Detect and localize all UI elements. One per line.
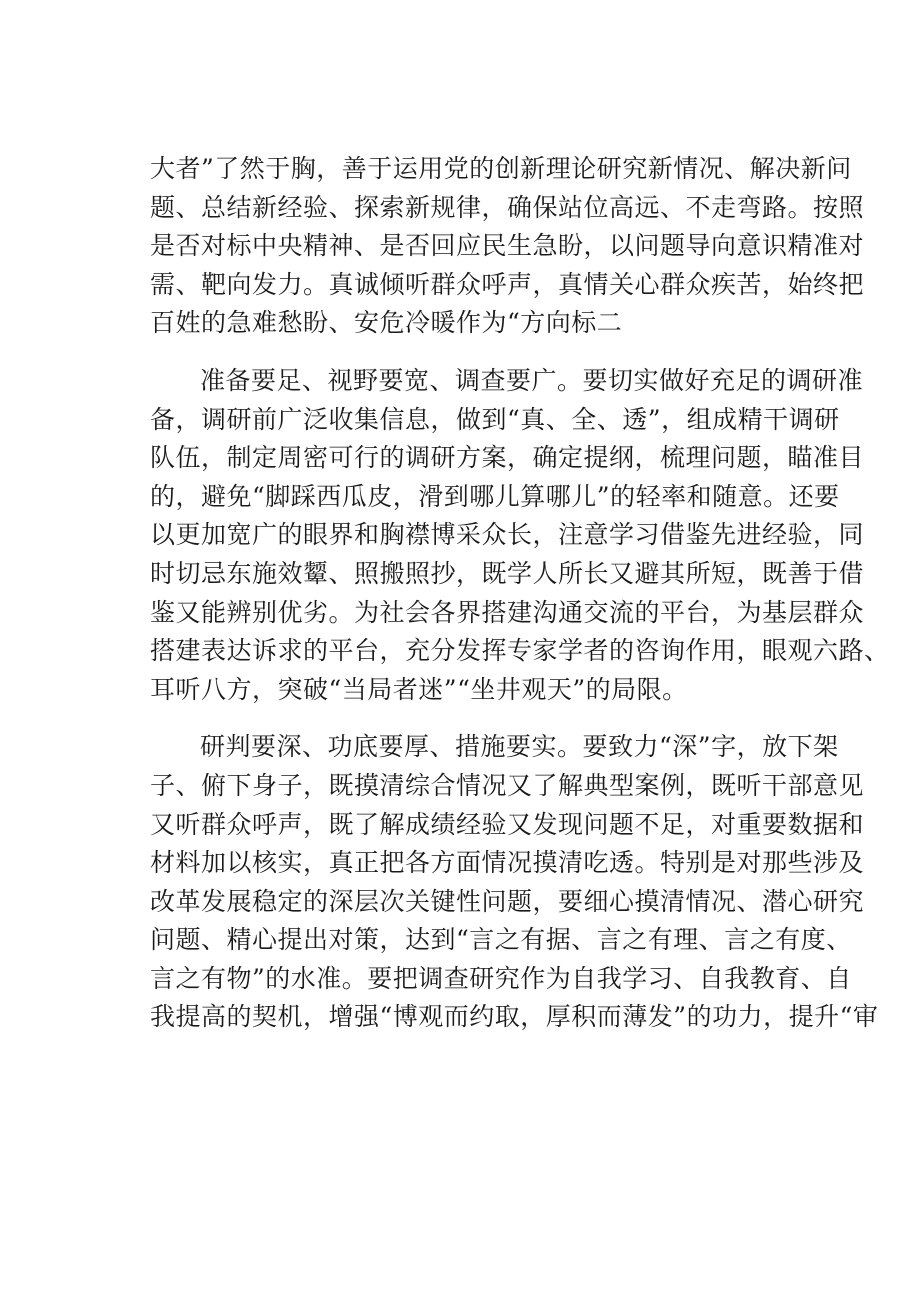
text-line: 百姓的急难愁盼、安危冷暖作为“方向标二 — [150, 308, 623, 338]
text-line: 问题、精心提出对策，达到“言之有据、言之有理、言之有度、 — [150, 925, 852, 955]
text-line: 耳听八方，突破“当局者迷”“坐井观天”的局限。 — [150, 674, 688, 704]
text-line: 以更加宽广的眼界和胸襟博采众长，注意学习借鉴先进经验，同 — [150, 520, 865, 550]
text-line: 搭建表达诉求的平台，充分发挥专家学者的咨询作用，眼观六路、 — [150, 636, 890, 666]
text-line: 材料加以核实，真正把各方面情况摸清吃透。特别是对那些涉及 — [150, 848, 865, 878]
text-line: 我提高的契机，增强“博观而约取，厚积而薄发”的功力，提升“审 — [150, 1002, 879, 1032]
text-line: 子、俯下身子，既摸清综合情况又了解典型案例，既听干部意见 — [150, 770, 865, 800]
text-line: 需、靶向发力。真诚倾听群众呼声，真情关心群众疾苦，始终把 — [150, 269, 865, 299]
text-line: 又听群众呼声，既了解成绩经验又发现问题不足，对重要数据和 — [150, 809, 865, 839]
text-line: 队伍，制定周密可行的调研方案，确定提纲，梳理问题，瞄准目 — [150, 443, 865, 473]
text-line: 题、总结新经验、探索新规律，确保站位高远、不走弯路。按照 — [150, 192, 865, 222]
text-line: 鉴又能辨别优劣。为社会各界搭建沟通交流的平台，为基层群众 — [150, 597, 865, 627]
text-line: 的，避免“脚踩西瓜皮，滑到哪儿算哪儿”的轻率和随意。还要 — [150, 481, 840, 511]
paragraph-1 — [150, 150, 865, 343]
text-line: 时切忌东施效颦、照搬照抄，既学人所长又避其所短，既善于借 — [150, 558, 865, 588]
paragraph-2 — [150, 362, 890, 709]
text-line: 准备要足、视野要宽、调查要广。要切实做好充足的调研准 — [200, 365, 864, 395]
text-line: 改革发展稳定的深层次关键性问题，要细心摸清情况、潜心研究 — [150, 886, 865, 916]
paragraph-3 — [150, 728, 879, 1037]
text-line: 备，调研前广泛收集信息，做到“真、全、透”，组成精干调研 — [150, 404, 840, 434]
text-line: 言之有物”的水准。要把调查研究作为自我学习、自我教育、自 — [150, 963, 852, 993]
text-line: 是否对标中央精神、是否回应民生急盼，以问题导向意识精准对 — [150, 231, 865, 261]
body-text — [150, 150, 890, 1037]
text-line: 大者”了然于胸，善于运用党的创新理论研究新情况、解决新问 — [150, 154, 852, 183]
text-line: 研判要深、功底要厚、措施要实。要致力“深”字，放下架 — [200, 732, 839, 762]
